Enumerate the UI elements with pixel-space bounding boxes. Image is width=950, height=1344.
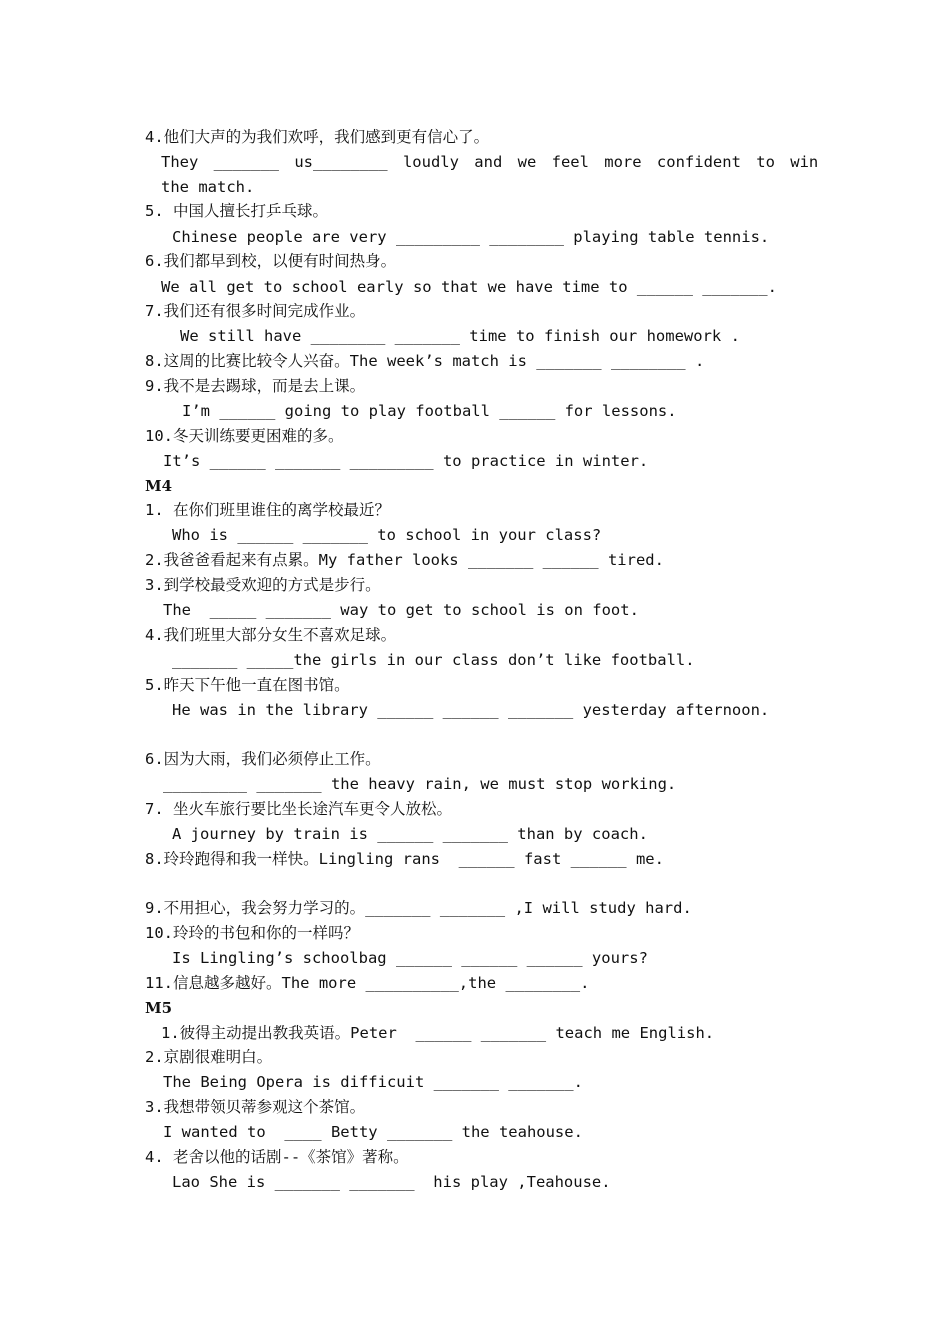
question-zh: 6.我们都早到校，以便有时间热身。 <box>145 252 397 270</box>
question-en: I’m ______ going to play football ______ for lessons. <box>182 402 677 420</box>
question-zh: 9.不用担心，我会努力学习的。_______ _______ ,I will study hard. <box>145 899 692 917</box>
question-en: Who is ______ _______ to school in your class? <box>172 526 602 544</box>
question-zh: 3.我想带领贝蒂参观这个茶馆。 <box>145 1098 366 1116</box>
question-en: We all get to school early so that we have time to ______ _______. <box>161 278 777 296</box>
question-en: Chinese people are very _________ ________ playing table tennis. <box>172 228 770 246</box>
question-zh: 7. 坐火车旅行要比坐长途汽车更令人放松。 <box>145 800 452 818</box>
question-zh: 4. 老舍以他的话剧--《茶馆》著称。 <box>145 1148 409 1166</box>
question-en: _________ _______ the heavy rain, we must stop working. <box>163 775 677 793</box>
question-en: The _____ _______ way to get to school is on foot. <box>163 601 639 619</box>
question-en: It’s ______ _______ _________ to practice in winter. <box>163 452 649 470</box>
question-zh: 9.我不是去踢球，而是去上课。 <box>145 377 366 395</box>
question-zh: 2.京剧很难明白。 <box>145 1048 273 1066</box>
question-en: Lao She is _______ _______ his play ,Teahouse. <box>172 1173 611 1191</box>
question-en: He was in the library ______ ______ _______ yesterday afternoon. <box>172 701 770 719</box>
question-zh: 4.我们班里大部分女生不喜欢足球。 <box>145 626 397 644</box>
question-en: The Being Opera is difficuit _______ _______. <box>163 1073 583 1091</box>
question-en: Is Lingling’s schoolbag ______ ______ ______ yours? <box>172 949 648 967</box>
section-heading-m4: M4 <box>145 477 173 495</box>
question-zh: 10.玲玲的书包和你的一样吗？ <box>145 924 359 942</box>
question-zh: 8.这周的比赛比较令人兴奋。The week’s match is _______ ________ . <box>145 352 705 370</box>
question-zh: 2.我爸爸看起来有点累。My father looks _______ ______ tired. <box>145 551 664 569</box>
question-zh: 5. 中国人擅长打乒乓球。 <box>145 202 328 220</box>
question-zh: 7.我们还有很多时间完成作业。 <box>145 302 366 320</box>
question-zh: 8.玲玲跑得和我一样快。Lingling rans ______ fast ______ me. <box>145 850 664 868</box>
question-zh: 10.冬天训练要更困难的多。 <box>145 427 344 445</box>
question-zh: 1. 在你们班里谁住的离学校最近？ <box>145 501 390 519</box>
section-heading-m5: M5 <box>145 999 173 1017</box>
question-en-cont: the match. <box>161 178 255 196</box>
question-en: I wanted to ____ Betty _______ the teahouse. <box>163 1123 583 1141</box>
question-en: They _______ us________ loudly and we feel more confident to win <box>161 153 819 171</box>
question-zh: 1.彼得主动提出教我英语。Peter ______ _______ teach me English. <box>161 1024 715 1042</box>
question-en: We still have ________ _______ time to finish our homework . <box>180 327 740 345</box>
question-zh: 4.他们大声的为我们欢呼，我们感到更有信心了。 <box>145 128 490 146</box>
question-zh: 5.昨天下午他一直在图书馆。 <box>145 676 350 694</box>
question-en: A journey by train is ______ _______ than by coach. <box>172 825 648 843</box>
question-zh: 11.信息越多越好。The more __________,the ________. <box>145 974 590 992</box>
question-zh: 6.因为大雨，我们必须停止工作。 <box>145 750 381 768</box>
question-zh: 3.到学校最受欢迎的方式是步行。 <box>145 576 381 594</box>
question-en: _______ _____the girls in our class don’t like football. <box>172 651 695 669</box>
